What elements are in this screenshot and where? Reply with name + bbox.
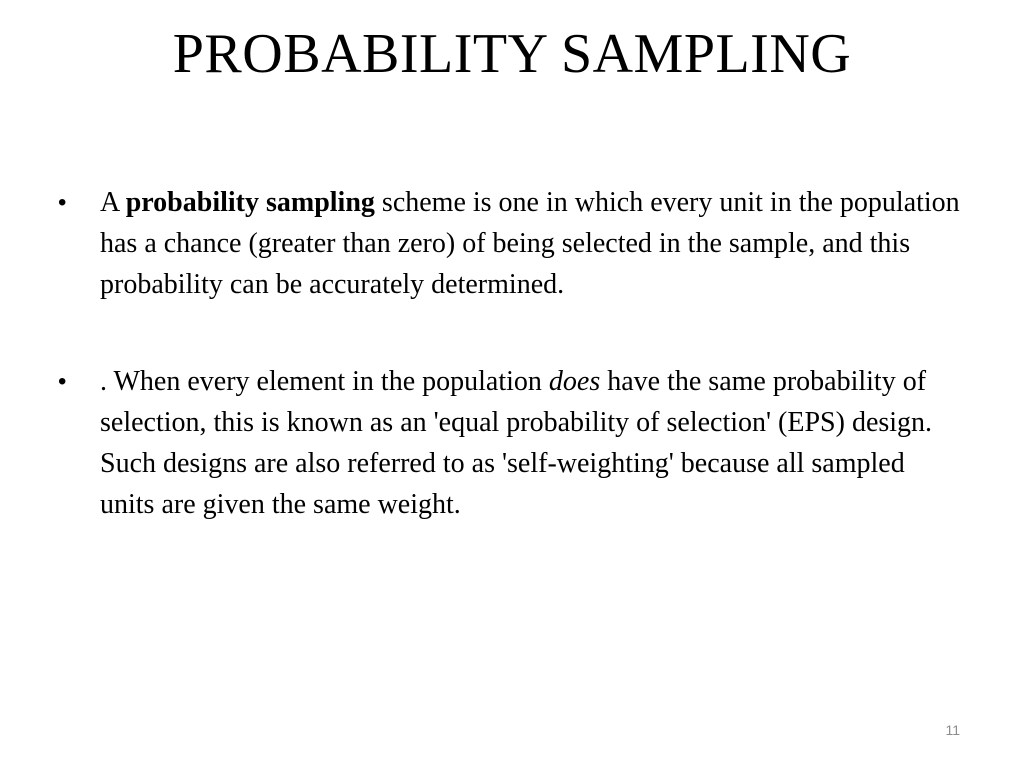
page-number: 11	[945, 722, 960, 738]
bullet-text-part: A	[100, 187, 126, 218]
bullet-icon: •	[58, 368, 67, 395]
bullet-text	[100, 366, 932, 520]
slide-title: PROBABILITY SAMPLING	[172, 23, 852, 85]
bullet-item	[58, 182, 960, 305]
bullet-text-part: . When every element in the population	[100, 366, 549, 397]
bullet-icon: •	[58, 189, 67, 216]
bullet-text	[100, 187, 960, 300]
bullet-italic-term: does	[548, 366, 601, 397]
bullet-bold-term: probability sampling	[125, 187, 375, 218]
bullet-text-part: have the same probability of selection, this is known as an 'equal probability of selection' (EPS) design. Such designs are also referred to as 'self-weighting' because all sampled units are given the same weight.	[100, 366, 933, 520]
bullet-item	[58, 361, 960, 525]
bullet-list	[58, 182, 960, 525]
bullet-text-part: scheme is one in which every unit in the population has a chance (greater than zero) of being selected in the sample, and this probability can be accurately determined.	[100, 187, 960, 300]
